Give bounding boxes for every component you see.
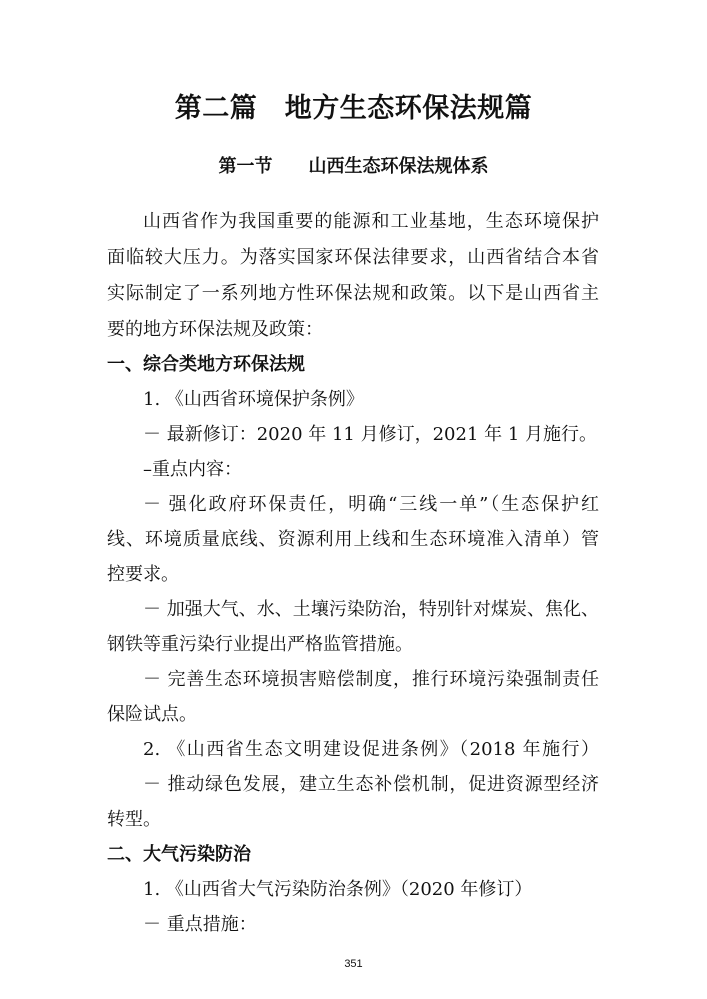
intro-line-2: 面临较大压力。为落实国家环保法律要求，山西省结合本省 — [107, 247, 599, 268]
heading-air-pollution: 二、大气污染防治 — [107, 844, 251, 865]
item-1-point-1-line-2: 线、环境质量底线、资源利用上线和生态环境准入清单）管 — [107, 529, 599, 550]
item-2-point-1-line-2: 转型。 — [107, 809, 161, 830]
item-3-title: 1. 《山西省大气污染防治条例》（2020 年修订） — [143, 879, 533, 900]
item-1-point-3-line-2: 保险试点。 — [107, 704, 197, 725]
chapter-title: 第二篇 地方生态环保法规篇 — [174, 93, 533, 124]
heading-comprehensive-regulations: 一、综合类地方环保法规 — [107, 354, 305, 375]
item-1-revision: － 最新修订：2020 年 11 月修订，2021 年 1 月施行。 — [143, 424, 598, 445]
page-number: 351 — [344, 958, 363, 970]
item-2-title: 2. 《山西省生态文明建设促进条例》（2018 年施行） — [143, 739, 599, 760]
intro-line-4: 要的地方环保法规及政策： — [107, 319, 323, 340]
intro-line-1: 山西省作为我国重要的能源和工业基地，生态环境保护 — [143, 211, 599, 232]
item-1-point-1-line-3: 控要求。 — [107, 564, 179, 585]
item-1-point-2-line-1: － 加强大气、水、土壤污染防治，特别针对煤炭、焦化、 — [143, 599, 599, 620]
intro-line-3: 实际制定了一系列地方性环保法规和政策。以下是山西省主 — [107, 283, 599, 304]
item-2-point-1-line-1: － 推动绿色发展，建立生态补偿机制，促进资源型经济 — [143, 774, 599, 795]
item-3-key-label: － 重点措施： — [143, 914, 257, 935]
item-1-point-3-line-1: － 完善生态环境损害赔偿制度，推行环境污染强制责任 — [143, 669, 599, 690]
item-1-key-label: –重点内容： — [143, 459, 242, 480]
item-1-point-2-line-2: 钢铁等重污染行业提出严格监管措施。 — [107, 634, 413, 655]
item-1-title: 1. 《山西省环境保护条例》 — [143, 389, 364, 410]
section-title: 第一节 山西生态环保法规体系 — [218, 156, 489, 177]
item-1-point-1-line-1: － 强化政府环保责任，明确“三线一单”（生态保护红 — [143, 494, 599, 515]
